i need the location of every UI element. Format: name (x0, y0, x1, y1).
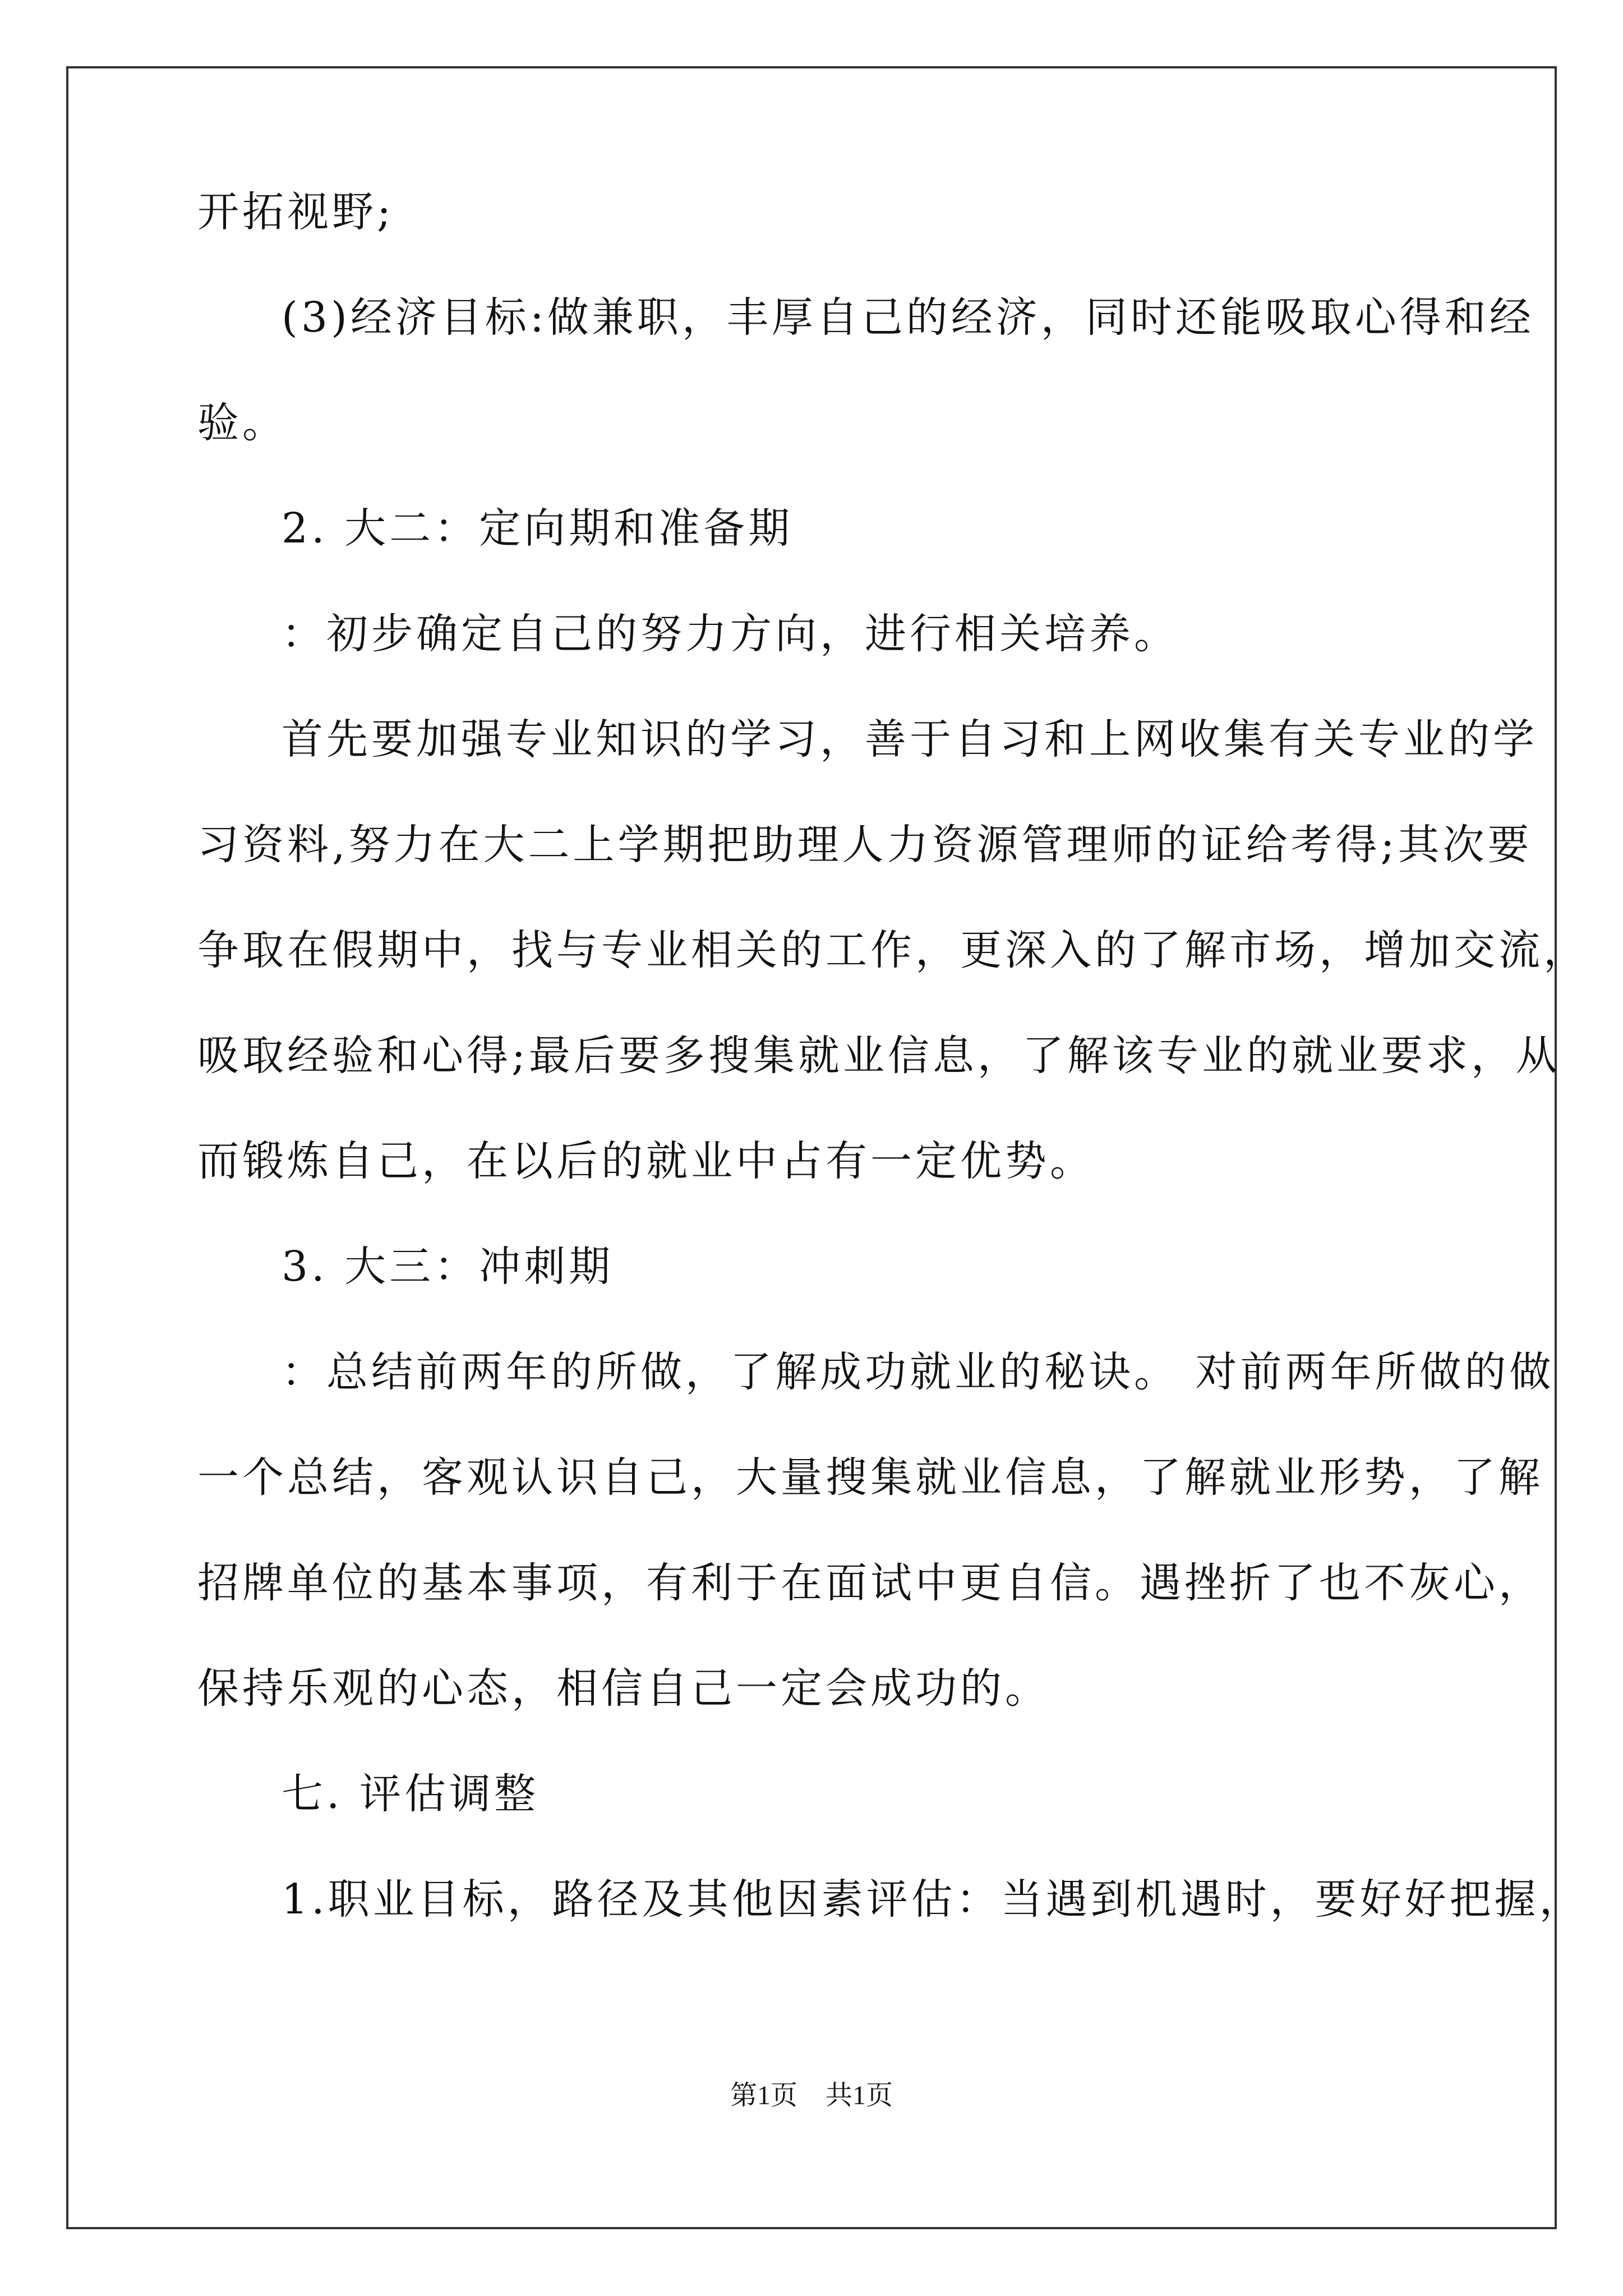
page-number-current: 第1页 (730, 2081, 797, 2110)
text-line: 一个总结，客观认识自己，大量搜集就业信息，了解就业形势，了解 (197, 1453, 1543, 1502)
document-body (197, 185, 1588, 1978)
text-line: 保持乐观的心态，相信自己一定会成功的。 (197, 1664, 1050, 1713)
section-heading: 3. 大三：冲刺期 (282, 1243, 614, 1291)
text-line: 习资料,努力在大二上学期把助理人力资源管理师的证给考得;其次要 (197, 821, 1533, 869)
text-line: 开拓视野; (197, 188, 394, 236)
text-line: 首先要加强专业知识的学习，善于自习和上网收集有关专业的学 (282, 715, 1538, 763)
page-footer (0, 2079, 1623, 2113)
section-heading: 七. 评估调整 (282, 1770, 540, 1818)
text-line: 1.职业目标，路径及其他因素评估：当遇到机遇时，要好好把握， (282, 1875, 1584, 1924)
text-line: ：总结前两年的所做，了解成功就业的秘诀。 对前两年所做的做 (282, 1348, 1555, 1396)
text-line: 吸取经验和心得;最后要多搜集就业信息，了解该专业的就业要求，从 (197, 1032, 1561, 1080)
text-line: 验。 (197, 399, 287, 447)
text-line: 招牌单位的基本事项，有利于在面试中更自信。遇挫折了也不灰心， (197, 1559, 1543, 1607)
section-heading: 2. 大二：定向期和准备期 (282, 504, 794, 553)
text-line: 争取在假期中，找与专业相关的工作，更深入的了解市场，增加交流， (197, 926, 1588, 974)
text-line: 而锻炼自己，在以后的就业中占有一定优势。 (197, 1137, 1095, 1185)
page-number-total: 共1页 (826, 2081, 893, 2110)
text-line: ：初步确定自己的努力方向，进行相关培养。 (282, 610, 1179, 658)
text-line: (3)经济目标:做兼职，丰厚自己的经济，同时还能吸取心得和经 (282, 293, 1534, 342)
